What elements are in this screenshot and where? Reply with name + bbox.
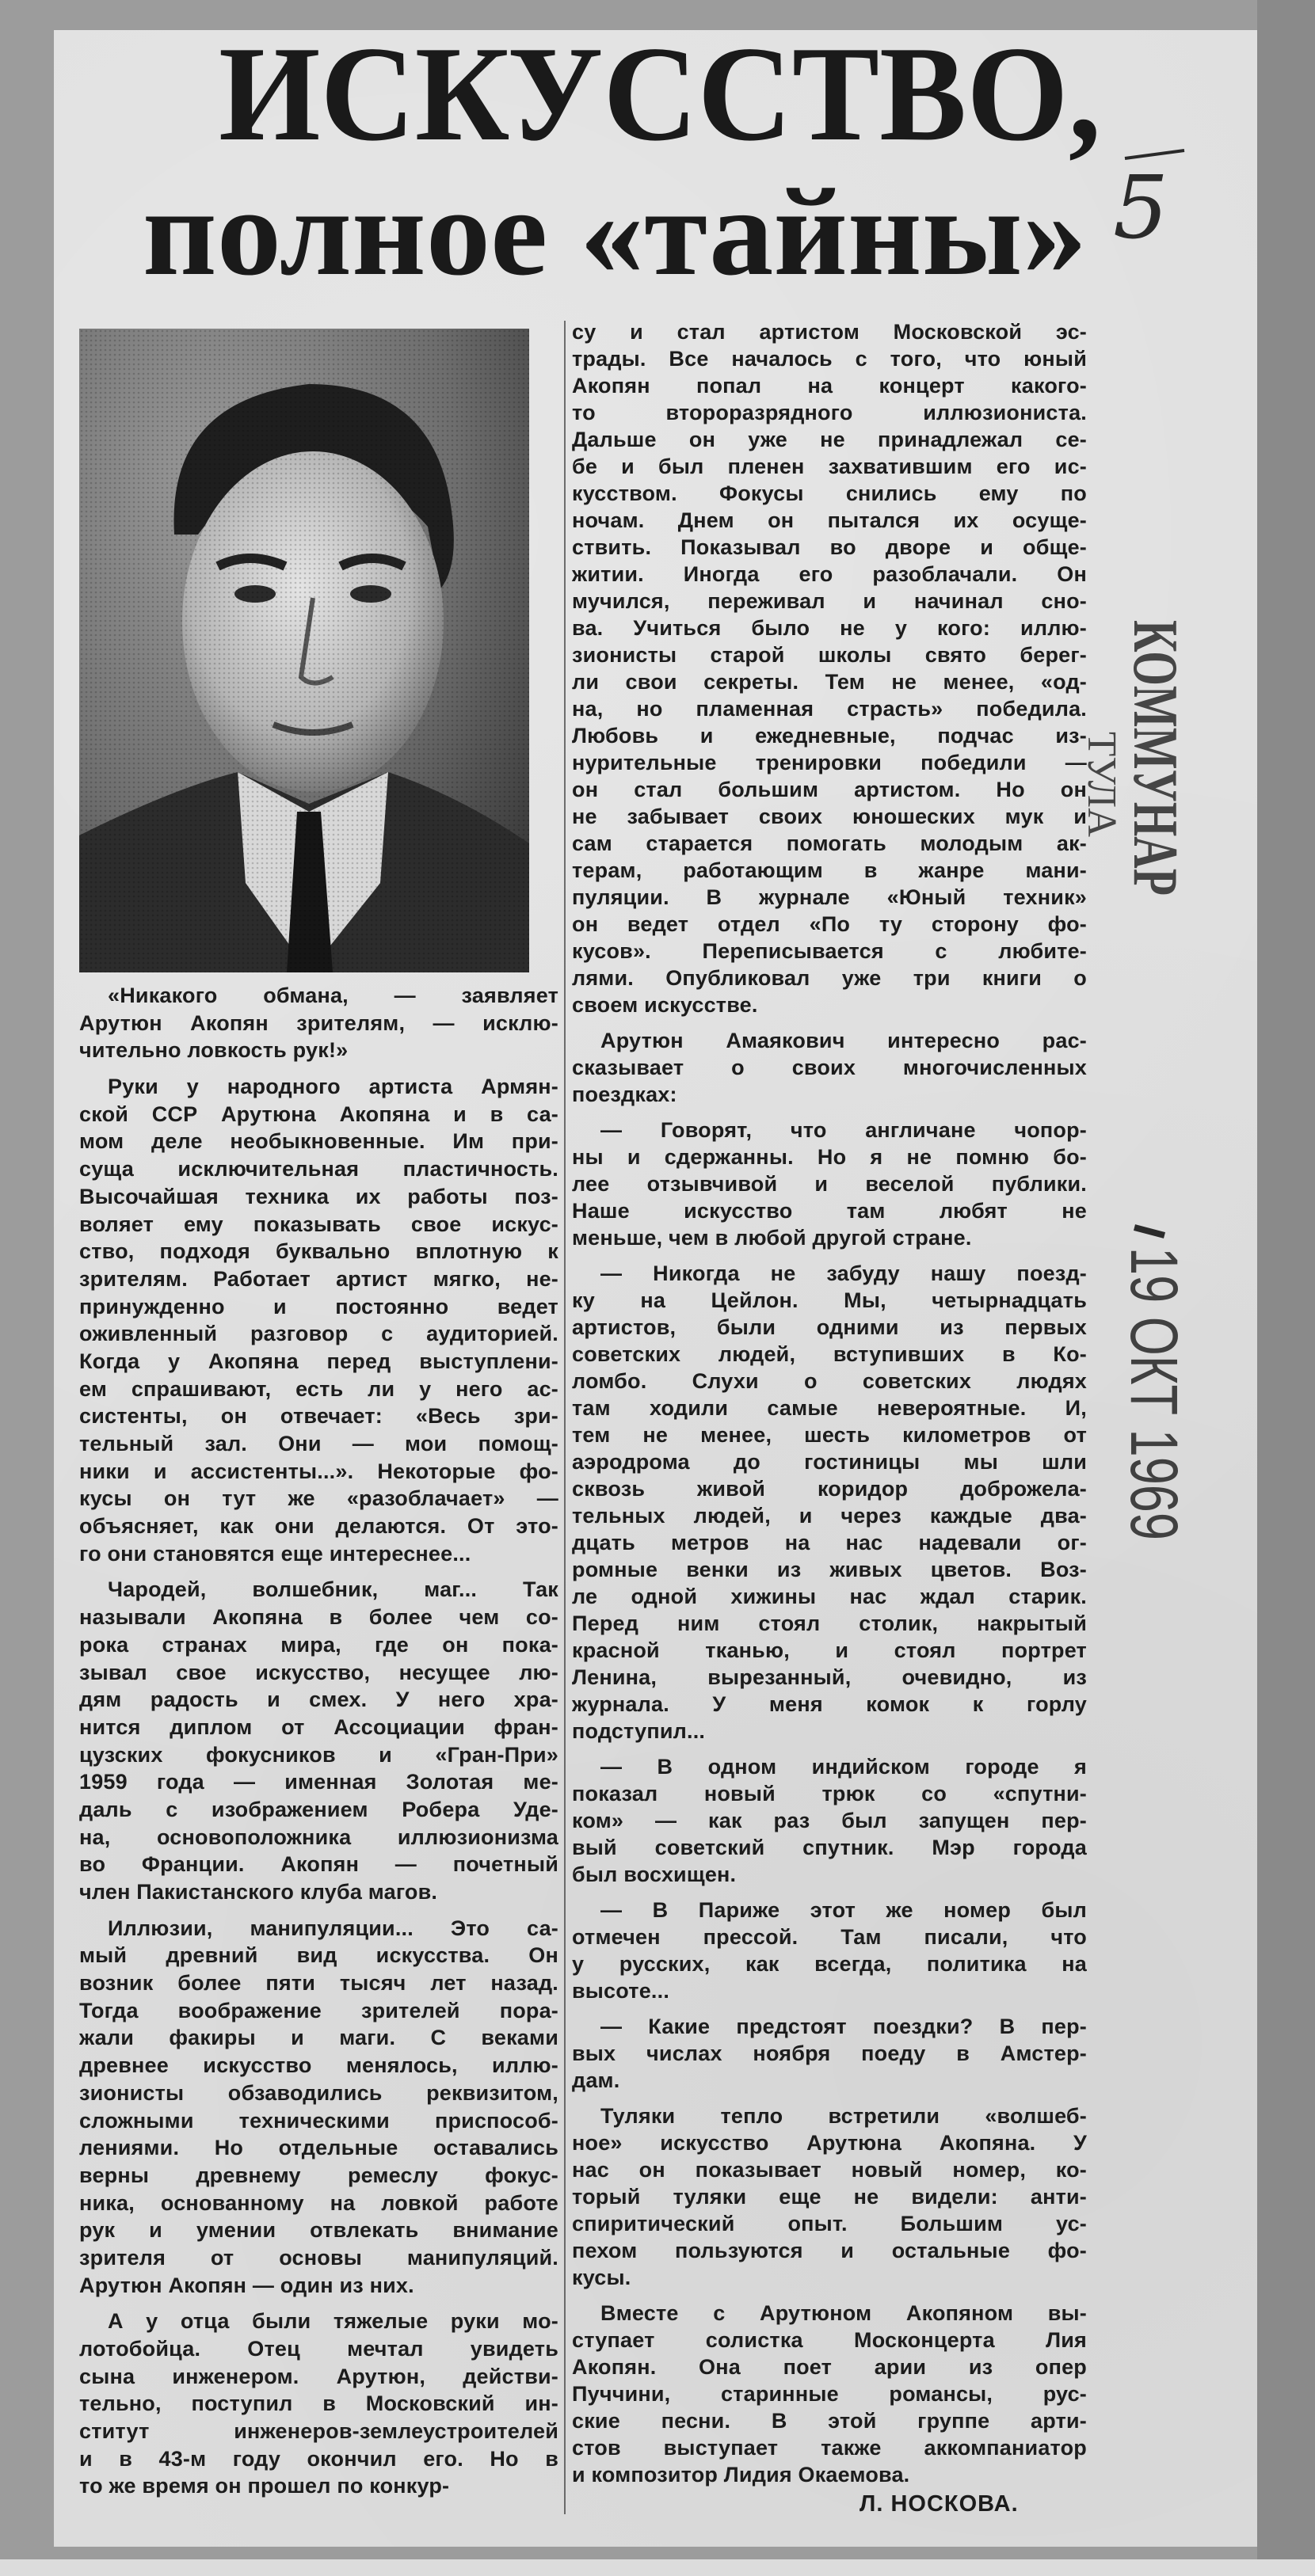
text-line: Дальше он уже не принадлежал се- (572, 428, 1087, 451)
text-line: сквозь живой коридор доброжела- (572, 1477, 1087, 1501)
text-line: зывал свое искусство, несущее лю- (79, 1660, 558, 1684)
text-line: Арутюн Акопян зрителям, — исклю- (79, 1010, 558, 1035)
text-line: жали факиры и маги. С веками (79, 2026, 558, 2050)
text-line: ступает солистка Москонцерта Лия (572, 2328, 1087, 2352)
text-line: древнее искусство менялось, иллю- (79, 2053, 558, 2078)
text-line: вых числах ноября поеду в Амстер- (572, 2041, 1087, 2065)
headline-line-2: полное «тайны» (143, 163, 1087, 302)
text-line: и композитор Лидия Окаемова. (572, 2463, 910, 2487)
text-line: — Какие предстоят поездки? В пер- (600, 2015, 1087, 2038)
text-line: объясняет, как они делаются. От это- (79, 1514, 558, 1539)
text-line: называли Акопяна в более чем со- (79, 1605, 558, 1630)
paragraph (572, 2013, 1087, 2094)
text-line: пехом пользуются и остальные фо- (572, 2239, 1087, 2262)
text-line: то второразрядного иллюзиониста. (572, 401, 1087, 424)
text-line: сам старается помогать молодым ак- (572, 831, 1087, 855)
text-line: Тогда воображение зрителей пора- (79, 1998, 558, 2022)
author-byline: Л. НОСКОВА. (860, 2491, 1019, 2517)
text-line: Любовь и ежедневные, подчас из- (572, 724, 1087, 748)
text-line: во Франции. Акопян — почетный (79, 1852, 558, 1877)
text-line: Наше искусство там любят не (572, 1199, 1087, 1223)
text-line: ку на Цейлон. Мы, четырнадцать (572, 1288, 1087, 1312)
text-line: Чародей, волшебник, маг... Так (108, 1577, 558, 1602)
text-line: систенты, он отвечает: «Весь зри- (79, 1404, 558, 1429)
text-line: то же время он прошел по конкур- (79, 2474, 450, 2498)
paragraph (572, 2102, 1087, 2291)
text-line: отмечен прессой. Там писали, что (572, 1925, 1087, 1949)
text-line: зрителям. Работает артист мягко, не- (79, 1266, 558, 1291)
text-line: рока странах мира, где он пока- (79, 1632, 558, 1657)
paragraph (572, 1027, 1087, 1108)
text-line: воляет ему показывать свое искус- (79, 1212, 558, 1236)
text-line: лениями. Но отдельные оставались (79, 2136, 558, 2160)
text-line: своем искусстве. (572, 993, 758, 1017)
text-line: ломбо. Слухи о советских людях (572, 1369, 1087, 1393)
text-line: А у отца были тяжелые руки мо- (108, 2309, 558, 2334)
text-line: кусы он тут же «разоблачает» — (79, 1486, 558, 1511)
text-line: тельно, поступил в Московский ин- (79, 2391, 558, 2416)
text-line: принужденно и постоянно ведет (79, 1294, 558, 1318)
text-line: Арутюн Акопян — один из них. (79, 2273, 414, 2297)
text-line: дям радость и смех. У него хра- (79, 1688, 558, 1712)
text-line: не забывает своих юношеских мук и (572, 805, 1087, 828)
text-line: рук и умении отвлекать внимание (79, 2218, 558, 2243)
text-line: ны и сдержанны. Но я не помню бо- (572, 1145, 1087, 1169)
text-line: был восхищен. (572, 1863, 737, 1886)
text-line: мучился, переживал и начинал сно- (572, 589, 1087, 613)
text-line: 1959 года — именная Золотая ме- (79, 1770, 558, 1794)
text-line: Руки у народного артиста Армян- (108, 1075, 558, 1099)
text-line: сложными техническими приспособ- (79, 2108, 558, 2133)
text-line: лотобойца. Отец мечтал увидеть (79, 2337, 558, 2361)
text-line: житии. Иногда его разоблачали. Он (572, 562, 1087, 586)
text-line: там ходили самые невероятные. И, (572, 1396, 1087, 1420)
text-line: ли свои секреты. Тем не менее, «од- (572, 670, 1087, 694)
text-line: оживленный разговор с аудиторией. (79, 1322, 558, 1346)
text-line: Акопян. Она поет арии из опер (572, 2355, 1087, 2379)
text-line: тем не менее, шесть километров от (572, 1423, 1087, 1447)
text-line: лями. Опубликовал уже три книги о (572, 966, 1087, 990)
paragraph (572, 1260, 1087, 1745)
text-line: Высочайшая техника их работы поз- (79, 1184, 558, 1208)
text-line: подступил... (572, 1719, 706, 1743)
text-line: спиритический опыт. Большим ус- (572, 2212, 1087, 2235)
text-line: — В Париже этот же номер был (600, 1898, 1087, 1922)
paragraph (572, 318, 1087, 1018)
text-line: лее отзывчивой и веселой публики. (572, 1172, 1087, 1196)
handwritten-page-number: 5 (1113, 157, 1168, 258)
text-line: Перед ним стоял столик, накрытый (572, 1611, 1087, 1635)
text-line: показал новый трюк со «спутни- (572, 1782, 1087, 1805)
text-line: су и стал артистом Московской эс- (572, 320, 1087, 344)
text-line: нится диплом от Ассоциации фран- (79, 1714, 558, 1739)
text-line: мый древний вид искусства. Он (79, 1943, 558, 1968)
stamp-city: ТУЛА (1079, 732, 1124, 839)
text-line: Пуччини, старинные романсы, рус- (572, 2382, 1087, 2406)
text-line: зионисты обзаводились реквизитом, (79, 2080, 558, 2105)
paragraph (79, 1576, 558, 1905)
stamp-newspaper-name: КОММУНАР (1120, 620, 1190, 1014)
text-line: ное» искусство Арутюна Акопяна. У (572, 2131, 1087, 2155)
text-line: красной тканью, и стоял портрет (572, 1638, 1087, 1662)
text-line: ва. Учиться было не у кого: иллю- (572, 616, 1087, 640)
text-line: сына инженером. Арутюн, действи- (79, 2364, 558, 2388)
paragraph (572, 1897, 1087, 2004)
text-line: кусы. (572, 2266, 631, 2289)
text-line: Ленина, вырезанный, очевидно, из (572, 1665, 1087, 1689)
paragraph (79, 982, 558, 1064)
text-line: тельных людей, и через каждые два- (572, 1504, 1087, 1528)
article-right-column (572, 318, 1087, 2497)
text-line: стов выступает также аккомпаниатор (572, 2436, 1087, 2460)
text-line: верны древнему ремеслу фокус- (79, 2163, 558, 2187)
text-line: бе и был пленен захватившим его ис- (572, 455, 1087, 478)
text-line: и в 43-м году окончил его. Но в (79, 2446, 558, 2471)
text-line: ромные венки из живых цветов. Воз- (572, 1558, 1087, 1581)
text-line: кусством. Фокусы снились ему по (572, 481, 1087, 505)
text-line: Вместе с Арутюном Акопяном вы- (600, 2301, 1087, 2325)
text-line: на, основоположника иллюзионизма (79, 1825, 558, 1849)
text-line: ники и ассистенты...». Некоторые фо- (79, 1459, 558, 1483)
text-line: терам, работающим в жанре мани- (572, 858, 1087, 882)
text-line: торый туляки еще не видели: анти- (572, 2185, 1087, 2209)
article-left-column (79, 982, 558, 2509)
text-line: — В одном индийском городе я (600, 1755, 1087, 1779)
text-line: артистов, были одними из первых (572, 1315, 1087, 1339)
paragraph (572, 2300, 1087, 2488)
text-line: советских людей, вступивших в Ко- (572, 1342, 1087, 1366)
text-line: ствить. Показывал во дворе и обще- (572, 535, 1087, 559)
text-line: Когда у Акопяна перед выступлени- (79, 1349, 558, 1373)
text-line: зрителя от основы манипуляций. (79, 2245, 558, 2270)
text-line: кусов». Переписывается с любите- (572, 939, 1087, 963)
headline-line-1: ИСКУССТВО, (219, 19, 1101, 169)
text-line: трады. Все началось с того, что юный (572, 347, 1087, 371)
text-line: чительно ловкость рук!» (79, 1038, 349, 1063)
text-line: поездках: (572, 1083, 677, 1106)
text-line: журнала. У меня комок к горлу (572, 1692, 1087, 1716)
text-line: у русских, как всегда, политика на (572, 1952, 1087, 1976)
text-line: сказывает о своих многочисленных (572, 1056, 1087, 1079)
text-line: аэродрома до гостиницы мы шли (572, 1450, 1087, 1474)
paragraph (572, 1753, 1087, 1888)
text-line: зионисты старой школы свято берег- (572, 643, 1087, 667)
text-line: дам. (572, 2068, 620, 2092)
text-line: — Говорят, что англичане чопор- (600, 1118, 1087, 1142)
text-line: высоте... (572, 1979, 670, 2003)
text-line: меньше, чем в любой другой стране. (572, 1226, 972, 1250)
text-line: ской ССР Арутюна Акопяна и в са- (79, 1102, 558, 1126)
text-line: ские песни. В этой группе арти- (572, 2409, 1087, 2433)
text-line: го они становятся еще интереснее... (79, 1541, 471, 1566)
text-line: ника, основанному на ловкой работе (79, 2190, 558, 2215)
text-line: ле одной хижины нас ждал старик. (572, 1585, 1087, 1608)
text-line: ночам. Днем он пытался их осуще- (572, 508, 1087, 532)
text-line: цузских фокусников и «Гран-При» (79, 1742, 558, 1767)
text-line: ститут инженеров-землеустроителей (79, 2419, 558, 2444)
text-line: он стал большим артистом. Но он (572, 778, 1087, 801)
paragraph (572, 1117, 1087, 1251)
text-line: возник более пяти тысяч лет назад. (79, 1971, 558, 1996)
text-line: Туляки тепло встретили «волшеб- (600, 2104, 1087, 2128)
text-line: суща исключительная пластичность. (79, 1157, 558, 1181)
text-line: — Никогда не забуду нашу поезд- (600, 1261, 1087, 1285)
text-line: дцать метров на нас надевали ог- (572, 1531, 1087, 1554)
text-line: Арутюн Амаякович интересно рас- (600, 1029, 1087, 1052)
text-line: ство, подходя буквально вплотную к (79, 1239, 558, 1264)
stamp-date: 19 ОКТ 1969 (1117, 1247, 1191, 1638)
text-line: Акопян попал на концерт какого- (572, 374, 1087, 398)
paragraph (79, 1915, 558, 2300)
text-line: мом деле необыкновенные. Им при- (79, 1129, 558, 1154)
text-line: он ведет отдел «По ту сторону фо- (572, 912, 1087, 936)
text-line: даль с изображением Робера Уде- (79, 1797, 558, 1821)
text-line: нурительные тренировки победили — (572, 751, 1087, 774)
text-line: вый советский спутник. Мэр города (572, 1836, 1087, 1859)
text-line: нас он показывает новый номер, ко- (572, 2158, 1087, 2182)
stamp-date-tick (1134, 1227, 1164, 1235)
text-line: ком» — как раз был запущен пер- (572, 1809, 1087, 1832)
text-line: ем спрашивают, есть ли у него ас- (79, 1376, 558, 1401)
text-line: на, но пламенная страсть» победила. (572, 697, 1087, 721)
text-line: Иллюзии, манипуляции... Это са- (108, 1916, 558, 1940)
text-line: «Никакого обмана, — заявляет (108, 984, 558, 1007)
paragraph (79, 1073, 558, 1567)
text-line: тельный зал. Они — мои помощ- (79, 1432, 558, 1455)
text-line: член Пакистанского клуба магов. (79, 1880, 438, 1904)
text-line: пуляции. В журнале «Юный техник» (572, 885, 1087, 909)
paragraph (79, 2308, 558, 2500)
